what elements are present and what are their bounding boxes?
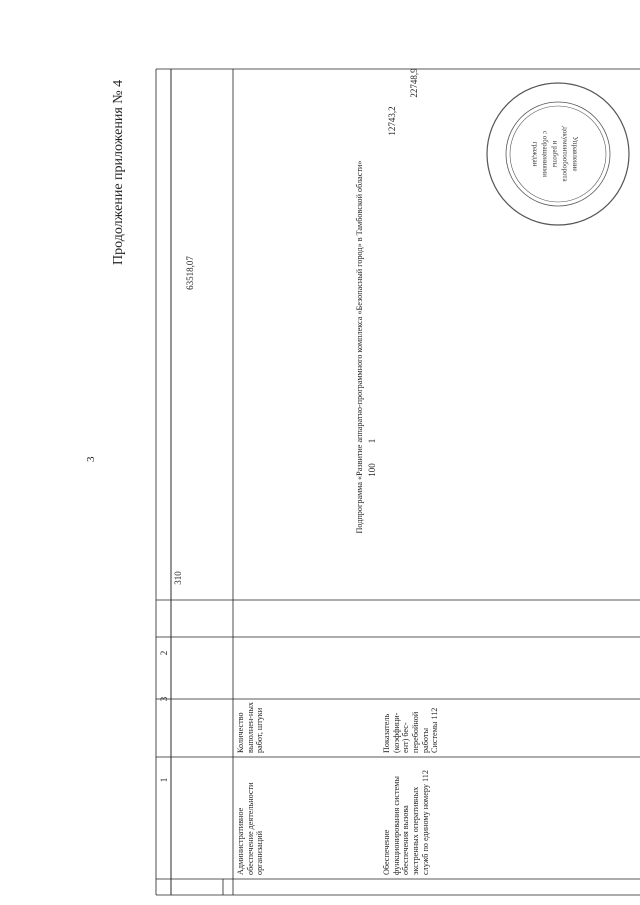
svg-text:Управление: Управление: [571, 136, 579, 172]
svg-text:граждан: граждан: [531, 141, 539, 167]
row1-indicator: Количество выполнен-ных работ, штуки: [236, 702, 265, 753]
official-seal: [483, 79, 633, 229]
svg-text:с обращениями: с обращениями: [541, 131, 549, 177]
page-number: 3: [85, 456, 97, 462]
row3-c12: 1: [367, 438, 377, 444]
row3-name: Обеспечение функционирования системы обеспечения вызова экстренных оперативных служб по единому номеру 112: [382, 770, 430, 875]
svg-text:документооборота: документооборота: [561, 126, 569, 182]
row3-c21: 12743,2: [387, 106, 397, 136]
row3-c11: 100: [367, 463, 377, 477]
row1-c17: 63518,07: [185, 256, 195, 290]
row1-c7: 310: [173, 571, 183, 585]
col-header-2: 2: [159, 650, 169, 656]
page-title: Продолжение приложения № 4: [111, 79, 126, 265]
row1-name: Административное обеспечение деятельности организаций: [236, 782, 265, 875]
subprogram-title: Подпрограмма «Развитие аппаратно-программного комплекса «Безопасный город» в Тамбовской области»: [355, 160, 364, 534]
svg-text:и работы: и работы: [551, 140, 559, 168]
row3-indicator: Показатель (коэффици-ент) бес-перебойной работы Системы 112: [382, 707, 440, 753]
col-header-1: 1: [159, 777, 169, 783]
col-header-3: 3: [159, 696, 169, 702]
row3-c22: 22748,9: [409, 68, 419, 98]
